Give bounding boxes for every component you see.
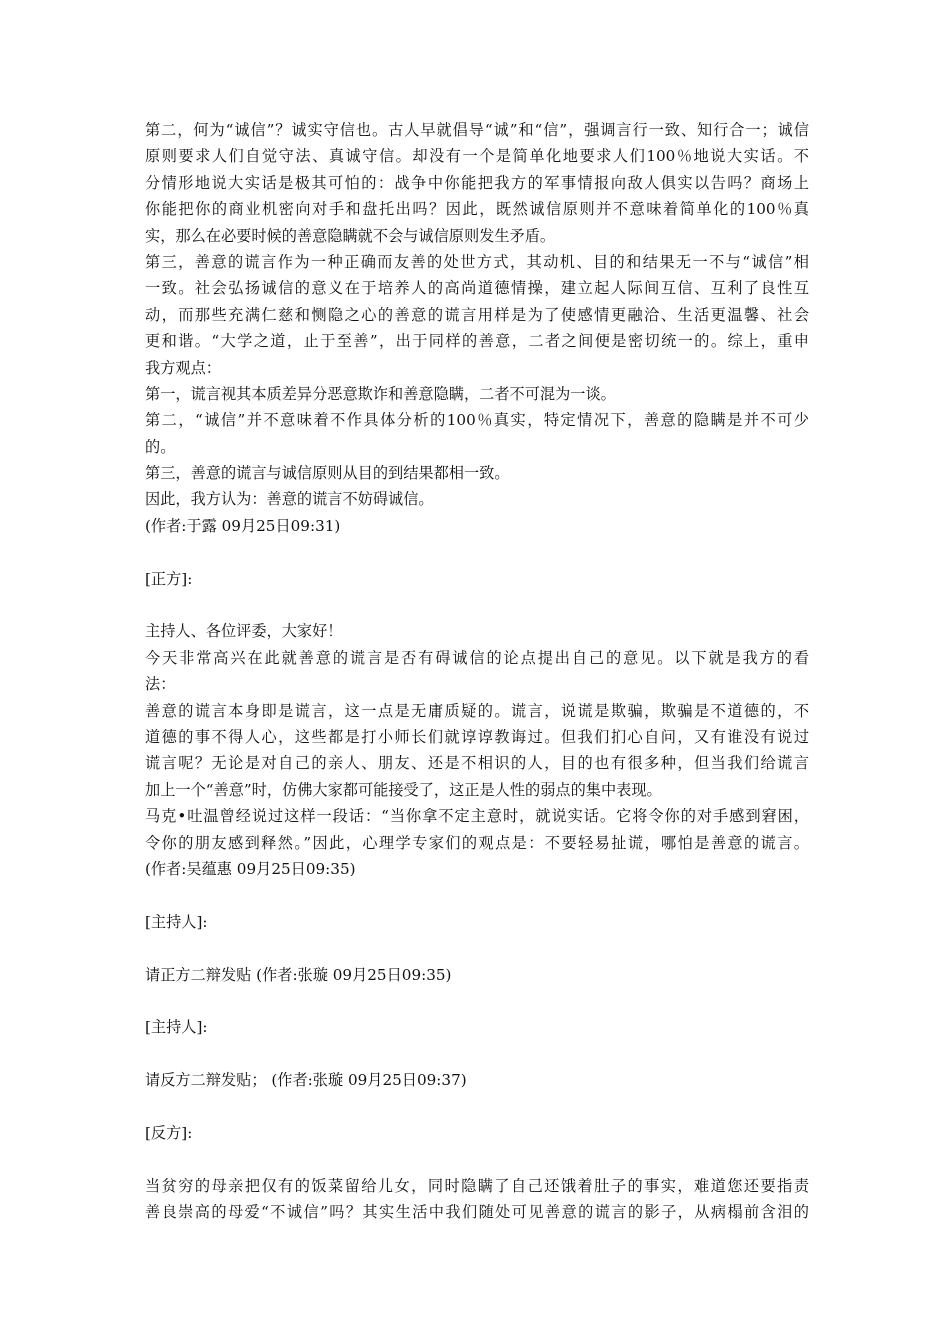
text-line: 当贫穷的母亲把仅有的饭菜留给儿女，同时隐瞒了自己还饿着肚子的事实，难道您还要指责 <box>145 1176 809 1195</box>
text-line: 第二，“诚信”并不意味着不作具体分析的100％真实，特定情况下，善意的隐瞒是并不可少 <box>145 411 809 430</box>
text-line: 令你的朋友感到释然。”因此，心理学专家们的观点是：不要轻易扯谎，哪怕是善意的谎言。 <box>145 833 809 852</box>
text-line: 善意的谎言本身即是谎言，这一点是无庸质疑的。谎言，说谎是欺骗，欺骗是不道德的，不 <box>145 701 809 720</box>
text-line: 今天非常高兴在此就善意的谎言是否有碍诚信的论点提出自己的意见。以下就是我方的看 <box>145 648 809 667</box>
text-line: [正方]: <box>145 569 193 588</box>
text-line: [主持人]: <box>145 912 208 931</box>
text-line: 谎言呢？无论是对自己的亲人、朋友、还是不相识的人，目的也有很多种，但当我们给谎言 <box>145 754 809 773</box>
text-line: 分情形地说大实话是极其可怕的：战争中你能把我方的军事情报向敌人俱实以告吗？商场上 <box>145 173 809 192</box>
text-line: 请正方二辩发贴 (作者:张璇 09月25日09:35) <box>145 965 452 984</box>
text-line: 实，那么在必要时候的善意隐瞒就不会与诚信原则发生矛盾。 <box>145 226 556 245</box>
text-line: 你能把你的商业机密向对手和盘托出吗？因此，既然诚信原则并不意味着简单化的100％真 <box>145 200 809 219</box>
text-line: 一致。社会弘扬诚信的意义在于培养人的高尚道德情操，建立起人际间互信、互利了良性互 <box>145 279 809 298</box>
blank-line <box>145 539 809 565</box>
text-line: 原则要求人们自觉守法、真诚守信。却没有一个是简单化地要求人们100％地说大实话。不 <box>145 147 809 166</box>
blank-line <box>145 1146 809 1172</box>
blank-line <box>145 592 809 618</box>
text-line: 第一，谎言视其本质差异分恶意欺诈和善意隐瞒，二者不可混为一谈。 <box>145 384 616 403</box>
blank-line <box>145 935 809 961</box>
text-line: 加上一个“善意”时，仿佛大家都可能接受了，这正是人性的弱点的集中表现。 <box>145 780 662 799</box>
text-line: (作者:吴蕴惠 09月25日09:35) <box>145 859 356 878</box>
text-line: [反方]: <box>145 1123 193 1142</box>
text-line: 第二，何为“诚信”？诚实守信也。古人早就倡导“诚”和“信”，强调言行一致、知行合一；诚信 <box>145 121 809 139</box>
text-line: (作者:于露 09月25日09:31) <box>145 516 341 535</box>
text-line: 更和谐。“大学之道，止于至善”，出于同样的善意，二者之间便是密切统一的。综上，重申 <box>145 332 809 351</box>
text-line: [主持人]: <box>145 1018 208 1037</box>
text-line: 法： <box>145 675 176 694</box>
text-line: 因此，我方认为：善意的谎言不妨碍诚信。 <box>145 490 434 509</box>
text-line: 第三，善意的谎言作为一种正确而友善的处世方式，其动机、目的和结果无一不与“诚信”相 <box>145 252 809 271</box>
text-line: 的。 <box>145 437 176 456</box>
text-line: 请反方二辩发贴； (作者:张璇 09月25日09:37) <box>145 1071 467 1090</box>
text-line: 我方观点： <box>145 358 221 377</box>
blank-line <box>145 1093 809 1119</box>
document-page <box>145 117 809 1225</box>
text-line: 第三，善意的谎言与诚信原则从目的到结果都相一致。 <box>145 464 510 483</box>
text-line: 马克•吐温曾经说过这样一段话：“当你拿不定主意时，就说实话。它将令你的对手感到窘困， <box>145 807 809 826</box>
blank-line <box>145 1041 809 1067</box>
text-line: 善良崇高的母爱“不诚信”吗？其实生活中我们随处可见善意的谎言的影子，从病榻前含泪的 <box>145 1203 809 1222</box>
text-line: 主持人、各位评委，大家好！ <box>145 622 343 641</box>
blank-line <box>145 882 809 908</box>
text-line: 动，而那些充满仁慈和恻隐之心的善意的谎言用样是为了使感情更融洽、生活更温馨、社会 <box>145 305 809 324</box>
text-line: 道德的事不得人心，这些都是打小师长们就谆谆教诲过。但我们扪心自问，又有谁没有说过 <box>145 727 809 746</box>
blank-line <box>145 988 809 1014</box>
